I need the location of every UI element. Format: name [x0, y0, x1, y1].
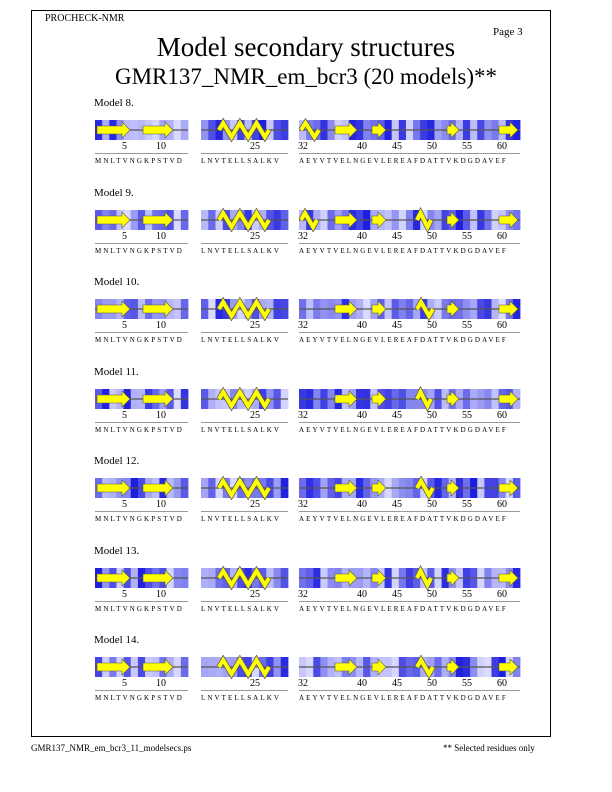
sequence-rule	[95, 153, 188, 154]
residue-tick: 50	[427, 499, 437, 510]
sequence-rule	[299, 601, 520, 602]
secondary-structure-strip	[95, 568, 188, 588]
sequence-rule	[95, 511, 188, 512]
residue-tick: 45	[392, 588, 402, 600]
residue-tick: 60	[497, 499, 507, 510]
residue-tick: 40	[357, 678, 367, 689]
residue-tick: 60	[497, 588, 507, 600]
secondary-structure-strip	[201, 210, 288, 230]
secondary-structure-strip	[95, 299, 188, 319]
residue-tick: 32	[298, 141, 308, 152]
sequence-text: LNVTELLSALKV	[201, 515, 282, 523]
sequence-rule	[95, 601, 188, 602]
residue-tick: 50	[427, 230, 437, 242]
secondary-structure-strip	[201, 657, 288, 677]
residue-tick: 25	[250, 588, 260, 600]
residue-tick: 10	[156, 588, 166, 600]
sequence-text: LNVTELLSALKV	[201, 157, 282, 165]
sequence-rule	[299, 153, 520, 154]
sequence-rule	[95, 690, 188, 691]
residue-tick: 32	[298, 678, 308, 689]
model-label: Model 9.	[94, 186, 134, 199]
residue-tick: 25	[250, 678, 260, 689]
residue-tick: 55	[462, 320, 472, 331]
sequence-text: MNLTVNGKPSTVD	[95, 157, 184, 165]
sequence-text: MNLTVNGKPSTVD	[95, 604, 184, 613]
residue-tick: 5	[122, 141, 127, 152]
residue-tick: 60	[497, 678, 507, 689]
residue-tick: 25	[250, 499, 260, 510]
sequence-rule	[201, 243, 288, 244]
residue-tick: 5	[122, 230, 127, 242]
sequence-rule	[201, 601, 288, 602]
sequence-rule	[299, 511, 520, 512]
sequence-text: MNLTVNGKPSTVD	[95, 425, 184, 434]
sequence-text: AEYVTVELNGEVLEREAFDATTVKDGDAVEF	[299, 515, 508, 523]
sequence-text: MNLTVNGKPSTVD	[95, 246, 184, 255]
residue-tick: 45	[392, 141, 402, 152]
residue-tick: 50	[427, 678, 437, 689]
model-label: Model 14.	[94, 634, 140, 646]
secondary-structure-strip	[299, 210, 520, 230]
secondary-structure-strip	[95, 657, 188, 677]
residue-tick: 40	[357, 141, 367, 152]
secondary-structure-strip	[201, 389, 288, 409]
residue-tick: 55	[462, 588, 472, 600]
residue-tick: 5	[122, 320, 127, 331]
secondary-structure-strip	[299, 120, 520, 140]
secondary-structure-strip	[299, 389, 520, 409]
residue-tick: 45	[392, 230, 402, 242]
sequence-text: MNLTVNGKPSTVD	[95, 694, 184, 702]
residue-tick: 40	[357, 230, 367, 242]
residue-tick: 40	[357, 320, 367, 331]
secondary-structure-strip	[201, 568, 288, 588]
residue-tick: 10	[156, 230, 166, 242]
residue-tick: 55	[462, 678, 472, 689]
footer-filename: GMR137_NMR_em_bcr3_11_modelsecs.ps	[31, 743, 192, 753]
sequence-text: LNVTELLSALKV	[201, 336, 282, 344]
sequence-text: MNLTVNGKPSTVD	[95, 336, 184, 344]
residue-tick: 50	[427, 141, 437, 152]
sequence-rule	[201, 511, 288, 512]
sequence-text: MNLTVNGKPSTVD	[95, 515, 184, 523]
secondary-structure-strip	[201, 478, 288, 498]
residue-tick: 55	[462, 409, 472, 421]
residue-tick: 32	[298, 230, 308, 242]
sequence-rule	[201, 332, 288, 333]
secondary-structure-strip	[299, 478, 520, 498]
footer-note: ** Selected residues only	[443, 743, 535, 753]
residue-tick: 32	[298, 409, 308, 421]
model-label: Model 10.	[94, 276, 140, 288]
residue-tick: 5	[122, 409, 127, 421]
sequence-rule	[201, 422, 288, 423]
sequence-text: AEYVTVELNGEVLEREAFDATTVKDGDAVEF	[299, 246, 508, 255]
sequence-rule	[201, 153, 288, 154]
residue-tick: 10	[156, 678, 166, 689]
residue-tick: 5	[122, 588, 127, 600]
residue-tick: 50	[427, 320, 437, 331]
residue-tick: 25	[250, 230, 260, 242]
sequence-rule	[299, 690, 520, 691]
secondary-structure-strip	[299, 657, 520, 677]
sequence-rule	[299, 332, 520, 333]
sequence-text: AEYVTVELNGEVLEREAFDATTVKDGDAVEF	[299, 425, 508, 434]
residue-tick: 45	[392, 499, 402, 510]
sequence-text: LNVTELLSALKV	[201, 694, 282, 702]
residue-tick: 32	[298, 320, 308, 331]
sequence-rule	[95, 422, 188, 423]
model-label: Model 11.	[94, 365, 139, 378]
residue-tick: 60	[497, 230, 507, 242]
page-subtitle: GMR137_NMR_em_bcr3 (20 models)**	[114, 64, 498, 89]
residue-tick: 45	[392, 409, 402, 421]
residue-tick: 50	[427, 409, 437, 421]
residue-tick: 60	[497, 320, 507, 331]
residue-tick: 10	[156, 320, 166, 331]
residue-tick: 40	[357, 588, 367, 600]
residue-tick: 10	[156, 409, 166, 421]
page-number: Page 3	[493, 26, 523, 38]
residue-tick: 40	[357, 409, 367, 421]
page-title: Model secondary structures	[156, 32, 456, 62]
sequence-text: LNVTELLSALKV	[201, 246, 282, 255]
residue-tick: 5	[122, 678, 127, 689]
model-label: Model 13.	[94, 544, 140, 557]
sequence-rule	[299, 422, 520, 423]
sequence-rule	[299, 243, 520, 244]
residue-tick: 60	[497, 141, 507, 152]
secondary-structure-strip	[201, 299, 288, 319]
residue-tick: 60	[497, 409, 507, 421]
residue-tick: 45	[392, 678, 402, 689]
sequence-text: LNVTELLSALKV	[201, 425, 282, 434]
sequence-text: AEYVTVELNGEVLEREAFDATTVKDGDAVEF	[299, 604, 508, 613]
residue-tick: 55	[462, 141, 472, 152]
residue-tick: 45	[392, 320, 402, 331]
secondary-structure-strip	[201, 120, 288, 140]
secondary-structure-strip	[95, 478, 188, 498]
program-name: PROCHECK-NMR	[45, 13, 125, 24]
residue-tick: 55	[462, 499, 472, 510]
model-label: Model 12.	[94, 455, 140, 467]
residue-tick: 32	[298, 499, 308, 510]
sequence-rule	[95, 332, 188, 333]
residue-tick: 25	[250, 320, 260, 331]
sequence-text: AEYVTVELNGEVLEREAFDATTVKDGDAVEF	[299, 694, 508, 702]
residue-tick: 50	[427, 588, 437, 600]
residue-tick: 10	[156, 499, 166, 510]
secondary-structure-strip	[299, 299, 520, 319]
residue-tick: 55	[462, 230, 472, 242]
secondary-structure-strip	[95, 389, 188, 409]
residue-tick: 5	[122, 499, 127, 510]
sequence-text: AEYVTVELNGEVLEREAFDATTVKDGDAVEF	[299, 157, 508, 165]
residue-tick: 10	[156, 141, 166, 152]
residue-tick: 25	[250, 141, 260, 152]
sequence-rule	[95, 243, 188, 244]
sequence-rule	[201, 690, 288, 691]
residue-tick: 32	[298, 588, 308, 600]
residue-tick: 40	[357, 499, 367, 510]
secondary-structure-strip	[95, 210, 188, 230]
sequence-text: AEYVTVELNGEVLEREAFDATTVKDGDAVEF	[299, 336, 508, 344]
residue-tick: 25	[250, 409, 260, 421]
secondary-structure-strip	[299, 568, 520, 588]
model-label: Model 8.	[94, 97, 134, 109]
secondary-structure-strip	[95, 120, 188, 140]
sequence-text: LNVTELLSALKV	[201, 604, 282, 613]
